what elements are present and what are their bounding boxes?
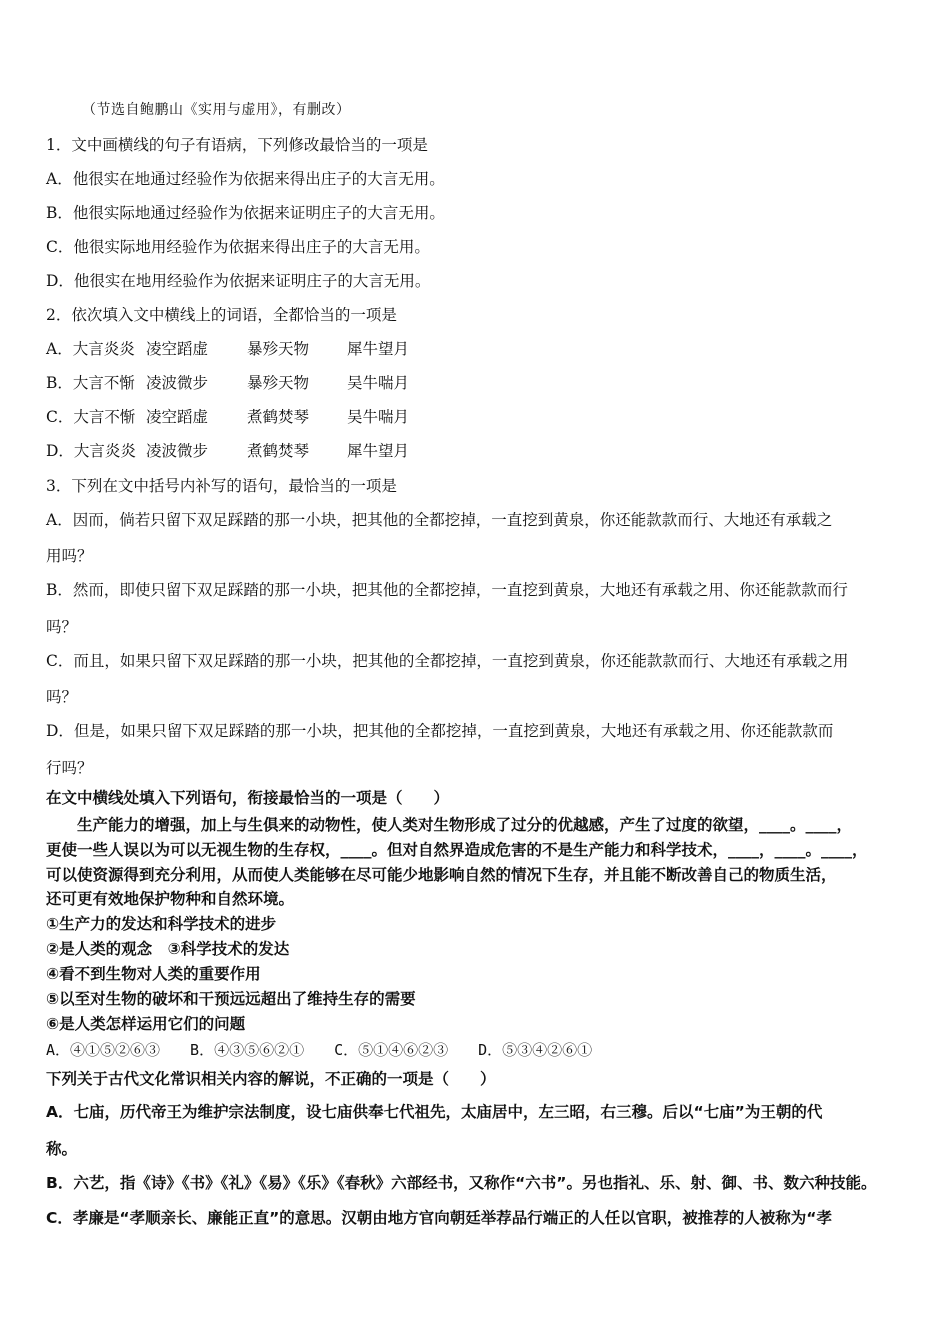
q2-option-b [46, 373, 409, 393]
q2-d-word4: 犀牛望月 [347, 442, 410, 460]
q5-option-c-line1: C．孝廉是“孝顺亲长、廉能正直”的意思。汉朝由地方官向朝廷举荐品行端正的人任以官职，被推荐的人被称为“孝 [46, 1209, 832, 1227]
q2-c-word1: C．大言不惭 [46, 408, 136, 426]
q4-passage-line3: 可以使资源得到充分利用，从而使人类能够在尽可能少地影响自然的情况下生存，并且能不断改善自己的物质生活， [46, 866, 837, 884]
q3-option-d-line1: D．但是，如果只留下双足踩踏的那一小块，把其他的全都挖掉，一直挖到黄泉，大地还有承载之用、你还能款款而 [46, 722, 834, 740]
q2-b-word4: 吴牛喘月 [347, 374, 410, 392]
source-citation: （节选自鲍鹏山《实用与虚用》，有删改） [82, 102, 351, 118]
q2-b-word1: B．大言不惭 [46, 374, 135, 392]
q2-c-word2: 凌空蹈虚 [146, 408, 209, 426]
q4-passage-line2: 更使一些人误以为可以无视生物的生存权，____。但对自然界造成危害的不是生产能力和科学技术，____，____。____， [46, 841, 868, 859]
q2-d-word1: D．大言炎炎 [46, 442, 136, 460]
q5-option-b: B．六艺，指《诗》《书》《礼》《易》《乐》《春秋》六部经书，又称作“六书”。另也指礼、乐、射、御、书、数六种技能。 [46, 1174, 877, 1192]
q3-option-a-line1: A．因而，倘若只留下双足踩踏的那一小块，把其他的全都挖掉，一直挖到黄泉，你还能款款而行、大地还有承载之 [46, 511, 833, 529]
q2-option-d [46, 441, 409, 461]
q2-a-word3: 暴殄天物 [247, 340, 310, 358]
q2-option-a [46, 339, 409, 359]
q4-choice-c: C．⑤①④⑥②③ [334, 1041, 449, 1059]
q2-b-word3: 暴殄天物 [247, 374, 310, 392]
q4-choice-a: A．④①⑤②⑥③ [46, 1041, 161, 1059]
q4-item-2-3: ②是人类的观念 ③科学技术的发达 [46, 940, 290, 958]
q4-item-1: ①生产力的发达和科学技术的进步 [46, 915, 277, 933]
q4-passage-line4: 还可更有效地保护物种和自然环境。 [46, 890, 295, 908]
q4-choices [46, 1040, 622, 1060]
q2-stem: 2．依次填入文中横线上的词语，全都恰当的一项是 [46, 306, 397, 324]
q2-a-word4: 犀牛望月 [347, 340, 410, 358]
q3-option-b-line1: B．然而，即使只留下双足踩踏的那一小块，把其他的全都挖掉，一直挖到黄泉，大地还有承载之用、你还能款款而行 [46, 581, 848, 599]
q2-a-word2: 凌空蹈虚 [146, 340, 209, 358]
q3-stem: 3．下列在文中括号内补写的语句，最恰当的一项是 [46, 477, 397, 495]
q3-option-d-line2: 行吗？ [46, 759, 93, 777]
q3-option-c-line1: C．而且，如果只留下双足踩踏的那一小块，把其他的全都挖掉，一直挖到黄泉，你还能款款而行、大地还有承载之用 [46, 652, 849, 670]
q1-stem: 1．文中画横线的句子有语病，下列修改最恰当的一项是 [46, 136, 428, 154]
q3-option-c-line2: 吗？ [46, 688, 78, 706]
q4-stem: 在文中横线处填入下列语句，衔接最恰当的一项是（ ） [46, 789, 450, 807]
q2-option-c [46, 407, 409, 427]
q2-b-word2: 凌波微步 [146, 374, 209, 392]
q4-item-4: ④看不到生物对人类的重要作用 [46, 965, 261, 983]
q2-c-word4: 吴牛喘月 [347, 408, 410, 426]
q1-option-d: D．他很实在地用经验作为依据来证明庄子的大言无用。 [46, 272, 431, 290]
q5-option-a-line1: A．七庙，历代帝王为维护宗法制度，设七庙供奉七代祖先，太庙居中，左三昭，右三穆。后以“七庙”为王朝的代 [46, 1103, 823, 1121]
q1-option-a: A．他很实在地通过经验作为依据来得出庄子的大言无用。 [46, 170, 445, 188]
q4-passage-line1: 生产能力的增强，加上与生俱来的动物性，使人类对生物形成了过分的优越感，产生了过度的欲望，____。____， [46, 816, 853, 834]
q3-option-a-line2: 用吗？ [46, 547, 93, 565]
q4-choice-b: B．④③⑤⑥②① [190, 1041, 305, 1059]
q3-option-b-line2: 吗？ [46, 618, 78, 636]
q4-item-6: ⑥是人类怎样运用它们的问题 [46, 1015, 246, 1033]
q1-option-c: C．他很实际地用经验作为依据来得出庄子的大言无用。 [46, 238, 430, 256]
q2-d-word2: 凌波微步 [146, 442, 209, 460]
q4-item-5: ⑤以至对生物的破坏和干预远远超出了维持生存的需要 [46, 990, 416, 1008]
q5-option-a-line2: 称。 [46, 1140, 78, 1158]
q2-c-word3: 煮鹤焚琴 [247, 408, 310, 426]
q2-a-word1: A．大言炎炎 [46, 340, 135, 358]
q4-choice-d: D．⑤③④②⑥① [478, 1041, 593, 1059]
q1-option-b: B．他很实际地通过经验作为依据来证明庄子的大言无用。 [46, 204, 445, 222]
q2-d-word3: 煮鹤焚琴 [247, 442, 310, 460]
q5-stem: 下列关于古代文化常识相关内容的解说，不正确的一项是（ ） [46, 1070, 496, 1088]
